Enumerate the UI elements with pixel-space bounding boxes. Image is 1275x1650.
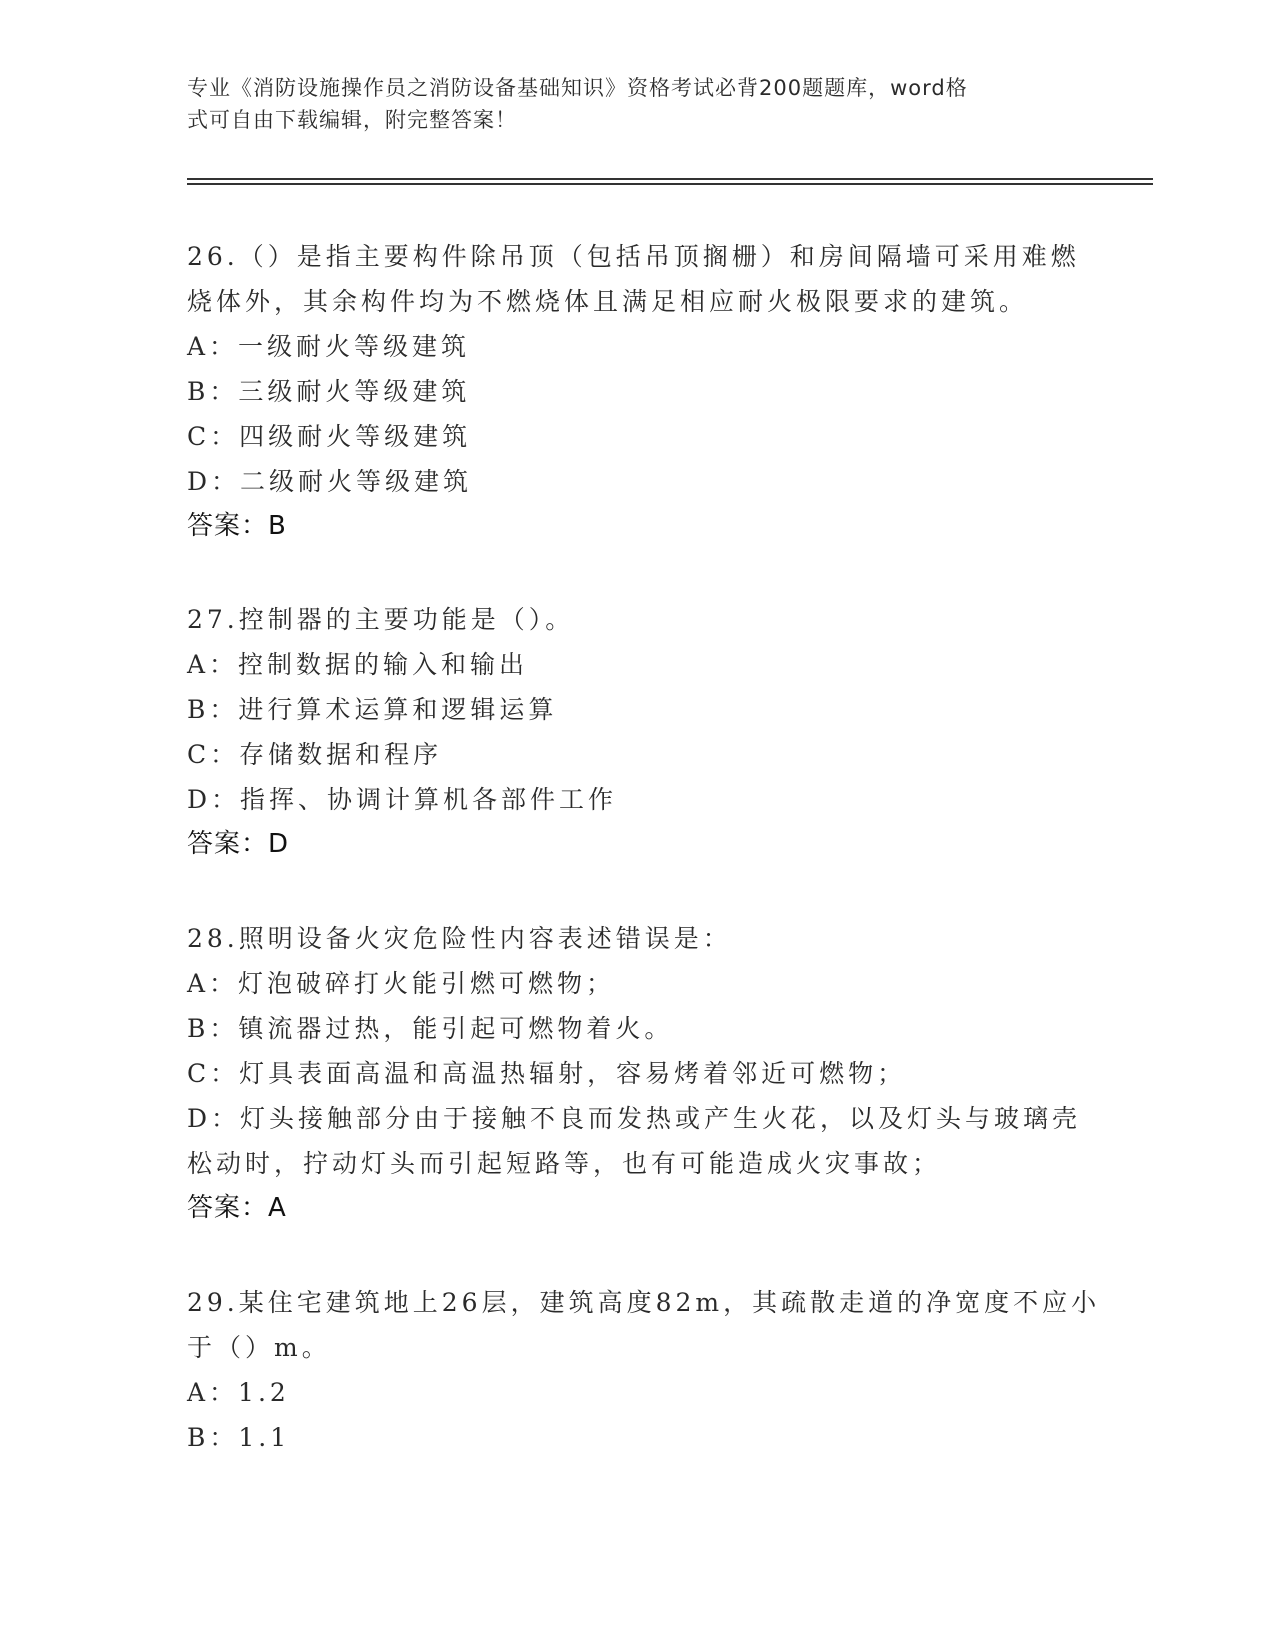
document-header [187,72,1067,136]
option-c: C：存储数据和程序 [187,740,443,769]
header-divider-top [187,178,1153,180]
option-b: B：1.1 [187,1423,291,1452]
question-text-line: 26.（）是指主要构件除吊顶（包括吊顶搁栅）和房间隔墙可采用难燃 [187,242,1080,271]
option-d: D：指挥、协调计算机各部件工作 [187,785,618,814]
option-a: A：灯泡破碎打火能引燃可燃物； [187,969,616,998]
header-line-1: 专业《消防设施操作员之消防设备基础知识》资格考试必背200题题库，word格 [187,76,968,100]
option-a: A：1.2 [187,1378,290,1407]
question-text-line: 29.某住宅建筑地上26层，建筑高度82m，其疏散走道的净宽度不应小 [187,1288,1101,1317]
option-b: B：进行算术运算和逻辑运算 [187,695,558,724]
answer-label: 答案：D [187,829,290,859]
option-d: D：灯头接触部分由于接触不良而发热或产生火花，以及灯头与玻璃壳 [187,1104,1082,1133]
question-28 [187,916,1087,1231]
question-text-line: 于（）m。 [187,1333,331,1362]
option-b: B：镇流器过热，能引起可燃物着火。 [187,1014,674,1043]
option-a: A：一级耐火等级建筑 [187,332,471,361]
question-29 [187,1280,1101,1460]
option-d: D：二级耐火等级建筑 [187,467,473,496]
answer-label: 答案：B [187,511,287,541]
answer-label: 答案：A [187,1193,287,1223]
option-d-continued: 松动时，拧动灯头而引起短路等，也有可能造成火灾事故； [187,1149,942,1178]
option-a: A：控制数据的输入和输出 [187,650,529,679]
header-divider-bottom [187,183,1153,185]
question-text-line: 烧体外，其余构件均为不燃烧体且满足相应耐火极限要求的建筑。 [187,287,1029,316]
header-line-2: 式可自由下载编辑，附完整答案！ [187,108,517,132]
question-26 [187,234,1087,549]
option-b: B：三级耐火等级建筑 [187,377,471,406]
option-c: C：灯具表面高温和高温热辐射，容易烤着邻近可燃物； [187,1059,907,1088]
question-text-line: 27.控制器的主要功能是（）。 [187,605,575,634]
option-c: C：四级耐火等级建筑 [187,422,472,451]
question-text-line: 28.照明设备火灾危险性内容表述错误是： [187,924,732,953]
question-27 [187,597,1087,867]
